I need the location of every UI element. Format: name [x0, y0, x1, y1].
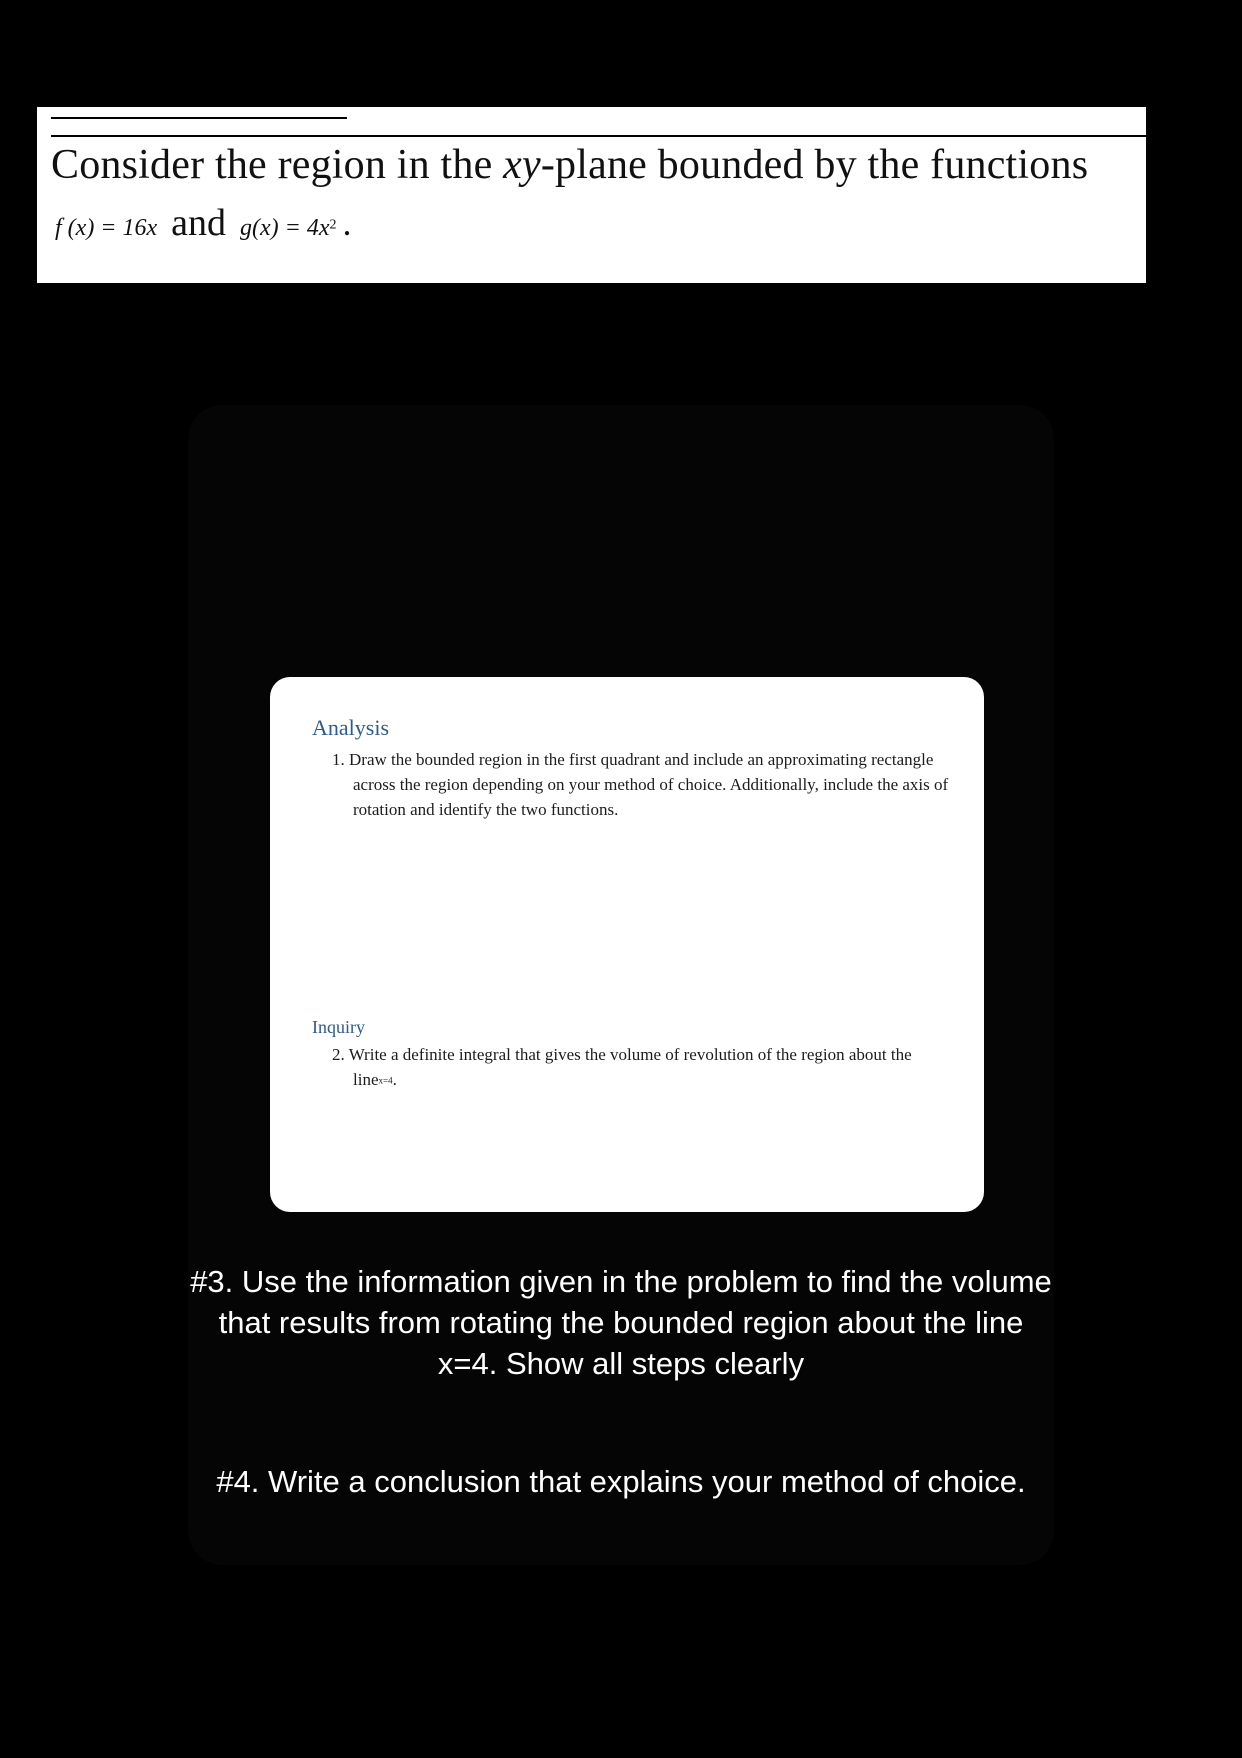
inquiry-line-value: x=4: [378, 1075, 393, 1086]
prompt-part-1: Consider the region in the: [51, 142, 504, 188]
problem-statement-card: [37, 107, 1146, 283]
and-word: and: [171, 202, 227, 244]
long-rule: [51, 135, 1146, 137]
inquiry-period: .: [392, 1070, 397, 1089]
question-3: #3. Use the information given in the problem to find the volume that results from rotating the bounded region about the line x=4. Show all steps clearly: [190, 1264, 1052, 1381]
g-exponent: 2: [329, 217, 337, 233]
worksheet-card: [270, 677, 984, 1212]
inquiry-heading: Inquiry: [312, 1017, 365, 1037]
f-expression: f (x) = 16x: [55, 215, 158, 241]
question-4: #4. Write a conclusion that explains your method of choice.: [216, 1464, 1026, 1499]
inquiry-question-2: [332, 1042, 953, 1094]
g-expression: g(x) = 4x: [240, 215, 330, 241]
short-rule: [51, 117, 347, 119]
prompt-xy: xy: [503, 142, 541, 188]
problem-prompt: [51, 141, 1088, 189]
analysis-heading: Analysis: [312, 715, 389, 740]
inquiry-text: 2. Write a definite integral that gives the volume of revolution of the region about the line: [332, 1045, 912, 1089]
period: .: [342, 203, 352, 243]
function-definitions: [55, 201, 352, 245]
prompt-part-2: -plane bounded by the functions: [540, 142, 1089, 188]
analysis-question-1: 1. Draw the bounded region in the first quadrant and include an approximating rectangle across the region depending on your method of choice. Additionally, include the axis of rotation and identify the two functions.: [332, 750, 949, 819]
